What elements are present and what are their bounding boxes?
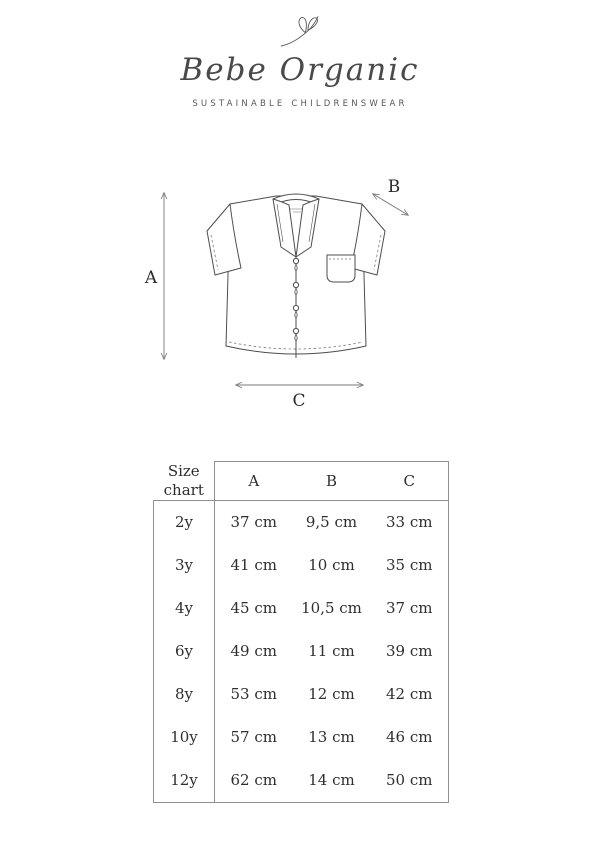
shirt-measurement-diagram (130, 158, 470, 423)
size-cell: 12y (154, 759, 215, 803)
measure-arrow-b (373, 194, 408, 215)
value-cell: 37 cm (371, 587, 449, 630)
measure-label-a: A (144, 268, 158, 288)
value-cell: 35 cm (371, 544, 449, 587)
column-header-c: C (371, 462, 449, 501)
table-row (154, 673, 449, 716)
value-cell: 9,5 cm (305, 513, 358, 532)
measure-label-b: B (387, 177, 401, 197)
value-cell: 39 cm (371, 630, 449, 673)
value-cell: 42 cm (371, 673, 449, 716)
branch-leaf-icon (278, 14, 322, 50)
size-cell: 2y (154, 501, 215, 545)
value-cell: 13 cm (308, 728, 355, 747)
value-cell: 45 cm (230, 599, 277, 618)
measure-label-c: C (292, 391, 306, 411)
value-cell: 12 cm (308, 685, 355, 704)
brand-tagline: SUSTAINABLE CHILDRENSWEAR (192, 99, 408, 109)
value-cell: 57 cm (230, 728, 277, 747)
table-header-row (154, 462, 449, 501)
size-cell: 4y (154, 587, 215, 630)
value-cell: 50 cm (371, 759, 449, 803)
brand-name: Bebe Organic (180, 52, 420, 88)
size-cell: 10y (154, 716, 215, 759)
column-header-a: A (215, 462, 293, 501)
value-cell: 41 cm (230, 556, 277, 575)
value-cell: 37 cm (230, 513, 277, 532)
value-cell: 14 cm (293, 759, 371, 803)
value-cell: 10,5 cm (301, 599, 362, 618)
value-cell: 49 cm (230, 642, 277, 661)
brand-logo (0, 0, 600, 109)
value-cell: 46 cm (371, 716, 449, 759)
size-chart-header: Size chart (154, 462, 215, 501)
size-chart-table (153, 461, 449, 803)
size-cell: 3y (154, 544, 215, 587)
table-row (154, 630, 449, 673)
column-header-b: B (293, 462, 371, 501)
table-row (154, 716, 449, 759)
table-row (154, 759, 449, 803)
size-cell: 8y (154, 673, 215, 716)
table-row (154, 501, 449, 545)
value-cell: 62 cm (215, 759, 293, 803)
shirt-illustration (207, 194, 385, 358)
size-cell: 6y (154, 630, 215, 673)
table-row (154, 587, 449, 630)
value-cell: 10 cm (308, 556, 355, 575)
value-cell: 53 cm (230, 685, 277, 704)
value-cell: 33 cm (371, 501, 449, 545)
table-row (154, 544, 449, 587)
value-cell: 11 cm (308, 642, 355, 661)
